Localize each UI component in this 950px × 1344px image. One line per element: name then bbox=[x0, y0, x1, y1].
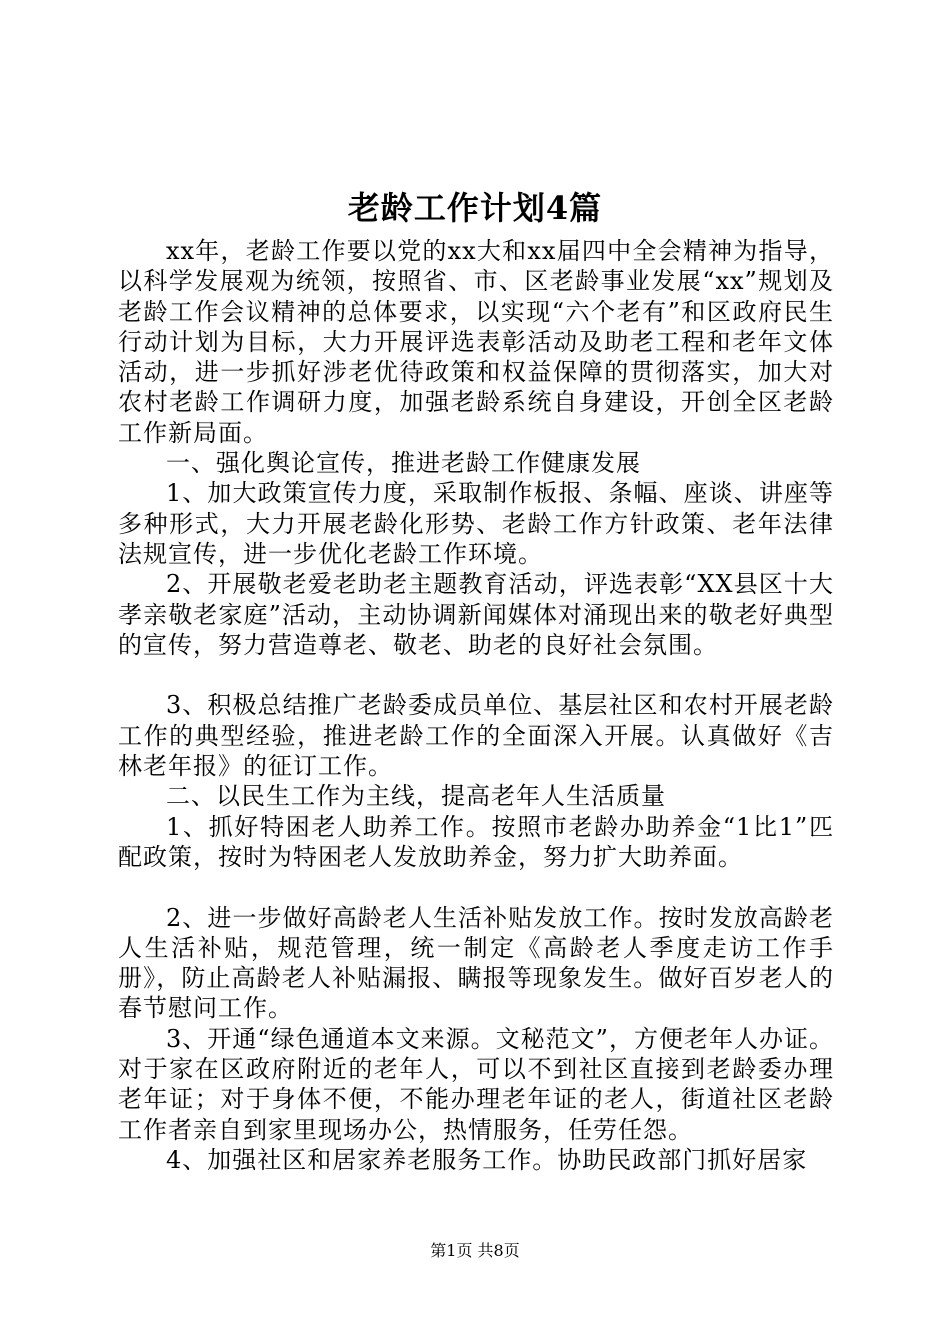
paragraph-1-3: 3、积极总结推广老龄委成员单位、基层社区和农村开展老龄工作的典型经验，推进老龄工作的全面深入开展。认真做好《吉林老年报》的征订工作。 bbox=[118, 691, 834, 781]
page-footer: 第1页 共8页 bbox=[430, 1241, 520, 1260]
section-heading-2: 二、以民生工作为主线，提高老年人生活质量 bbox=[166, 782, 666, 811]
paragraph-spacer bbox=[118, 660, 834, 690]
paragraph-1-1: 1、加大政策宣传力度，采取制作板报、条幅、座谈、讲座等多种形式，大力开展老龄化形势、老龄工作方针政策、老年法律法规宣传，进一步优化老龄工作环境。 bbox=[118, 479, 834, 568]
paragraph-2-4: 4、加强社区和居家养老服务工作。协助民政部门抓好居家 bbox=[166, 1145, 808, 1174]
document-title: 老龄工作计划4篇 bbox=[347, 189, 603, 227]
paragraph-spacer bbox=[118, 872, 834, 902]
paragraph-2-3: 3、开通“绿色通道本文来源。文秘范文”，方便老年人办证。对于家在区政府附近的老年人，可以不到社区直接到老龄委办理老年证；对于身体不便，不能办理老年证的老人，街道社区老龄工作者亲自到家里现场办公，热情服务，任劳任怨。 bbox=[118, 1024, 834, 1144]
paragraph-intro: xx年，老龄工作要以党的xx大和xx届四中全会精神为指导，以科学发展观为统领，按照省、市、区老龄事业发展“xx”规划及老龄工作会议精神的总体要求，以实现“六个老有”和区政府民生行动计划为目标，大力开展评选表彰活动及助老工程和老年文体活动，进一步抓好涉老优待政策和权益保障的贯彻落实，加大对农村老龄工作调研力度，加强老龄系统自身建设，开创全区老龄工作新局面。 bbox=[118, 237, 834, 447]
document-body bbox=[118, 236, 834, 1175]
paragraph-1-2: 2、开展敬老爱老助老主题教育活动，评选表彰“XX县区十大孝亲敬老家庭”活动，主动协调新闻媒体对涌现出来的敬老好典型的宣传，努力营造尊老、敬老、助老的良好社会氛围。 bbox=[118, 570, 834, 659]
paragraph-2-2: 2、进一步做好高龄老人生活补贴发放工作。按时发放高龄老人生活补贴，规范管理，统一制定《高龄老人季度走访工作手册》，防止高龄老人补贴漏报、瞒报等现象发生。做好百岁老人的春节慰问工作。 bbox=[118, 903, 834, 1023]
section-heading-1: 一、强化舆论宣传，推进老龄工作健康发展 bbox=[166, 449, 641, 478]
paragraph-2-1: 1、抓好特困老人助养工作。按照市老龄办助养金“1比1”匹配政策，按时为特困老人发放助养金，努力扩大助养面。 bbox=[118, 812, 834, 871]
